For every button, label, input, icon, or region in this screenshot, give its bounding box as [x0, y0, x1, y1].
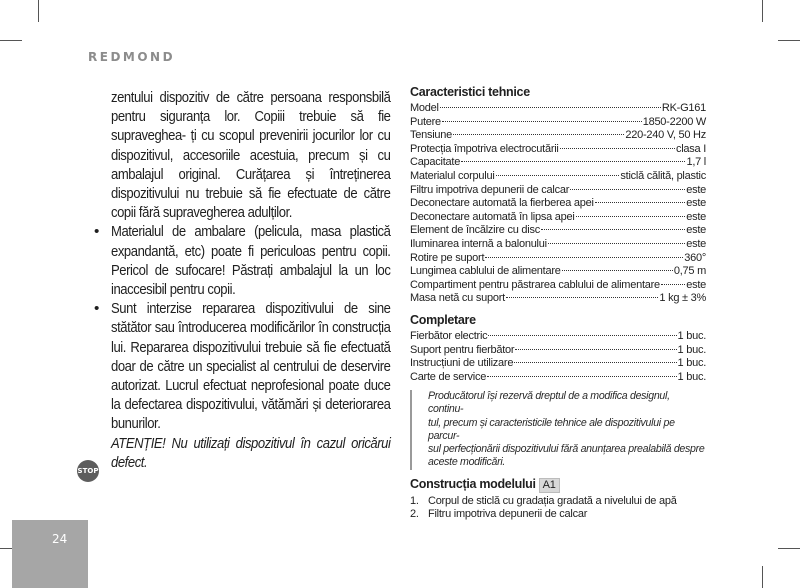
spec-label: Materialul corpului: [410, 169, 495, 182]
spec-label: Rotire pe suport: [410, 251, 485, 264]
spec-value: clasa I: [675, 142, 706, 155]
page-tab: [12, 520, 88, 588]
spec-row: [410, 265, 706, 279]
disclaimer-line: Producătorul își rezervă dreptul de a modifica designul, continu-: [428, 390, 670, 416]
spec-row: [410, 211, 706, 225]
dot-leader: [541, 229, 685, 230]
spec-value: 1,7 l: [686, 156, 706, 169]
dot-leader: [576, 216, 686, 217]
completeness-list: [410, 330, 706, 384]
dot-leader: [514, 362, 676, 363]
spec-label: Instrucțiuni de utilizare: [410, 357, 514, 370]
bullet-repair: [90, 299, 390, 433]
stop-icon: STOP: [77, 460, 99, 482]
spec-label: Putere: [410, 115, 441, 128]
disclaimer-line: tul, precum și caracteristicile tehnice ale dispozitivului pe parcur-: [428, 416, 675, 442]
item-text: Filtru impotriva depunerii de calcar: [428, 508, 588, 521]
spec-row: [410, 252, 706, 266]
spec-row: [410, 184, 706, 198]
spec-label: Suport pentru fierbător: [410, 343, 515, 356]
spec-value: 360°: [684, 251, 706, 264]
spec-row: [410, 116, 706, 130]
spec-row: [410, 156, 706, 170]
spec-row: [410, 129, 706, 143]
spec-label: Element de încălzire cu disc: [410, 224, 540, 237]
text-line: zentului dispozitiv de către persoana responsbilă: [111, 89, 391, 106]
dot-leader: [461, 161, 685, 162]
crop-mark: [778, 548, 800, 549]
dot-leader: [453, 134, 624, 135]
crop-mark: [38, 0, 39, 22]
spec-value: este: [686, 237, 706, 250]
item-number: 1.: [410, 494, 419, 507]
spec-value: sticlă călită, plastic: [620, 169, 706, 182]
spec-row: [410, 238, 706, 252]
spec-value: 0,75 m: [673, 265, 706, 278]
dot-leader: [487, 376, 676, 377]
spec-label: Model: [410, 102, 439, 114]
bullet-icon: •: [94, 223, 100, 241]
dot-leader: [661, 284, 685, 285]
specs-column: [410, 84, 706, 522]
dot-leader: [560, 148, 675, 149]
bullet-text: Materialul de ambalare (pelicula, masa plastică expandantă, etc) poate fi periculoas pentru copii. Pericol de sufocare! Păstrați ambalajul la un loc inaccesibil pentru copii.: [111, 223, 391, 299]
spec-label: Capacitate: [410, 156, 461, 169]
spec-row: [410, 170, 706, 184]
spec-row: [410, 371, 706, 385]
spec-value: este: [686, 183, 706, 196]
crop-mark: [762, 566, 763, 588]
brand-logo: REDMOND: [88, 50, 176, 64]
spec-label: Fierbător electric: [410, 329, 488, 342]
model-badge: A1: [539, 478, 560, 493]
dot-leader: [570, 189, 685, 190]
warning-text: ATENȚIE! Nu utilizați dispozitivul în cazul oricărui defect.: [111, 434, 391, 471]
dot-leader: [515, 349, 676, 350]
dot-leader: [496, 175, 620, 176]
crop-mark: [762, 0, 763, 22]
spec-label: Masa netă cu suport: [410, 292, 505, 305]
spec-row: [410, 292, 706, 306]
spec-label: Compartiment pentru păstrarea cablului de alimentare: [410, 278, 660, 291]
dot-leader: [485, 257, 683, 258]
spec-row: [410, 357, 706, 371]
spec-value: este: [686, 197, 706, 210]
dot-leader: [440, 107, 661, 108]
spec-label: Deconectare automată la fierberea apei: [410, 197, 594, 210]
dot-leader: [506, 297, 658, 298]
spec-value: 220-240 V, 50 Hz: [625, 129, 706, 142]
spec-row: [410, 197, 706, 211]
dot-leader: [595, 202, 685, 203]
spec-value: este: [686, 210, 706, 223]
disclaimer-line: sul perfecționării dispozitivului fără anunțarea prealabilă despre: [428, 443, 705, 456]
bullet-text: Sunt interzise repararea dispozitivului de sine stătător sau întroducerea modificărilor în construcția lui. Repararea dispozitivului trebuie să fie efectuată doar de către un specialist al centrului de deservire autorizat. Lucrul efectuat neprofesional poate duce la defectarea dispozitivului, vătămări și deteriorarea bunurilor.: [111, 300, 391, 433]
crop-mark: [778, 40, 800, 41]
spec-row: [410, 102, 706, 116]
text-line: ți cu scopul prevenirii jocurilor lor cu dispozitivul,: [111, 127, 391, 164]
item-text: Corpul de sticlă cu gradația gradată a nivelului de apă: [428, 494, 677, 507]
spec-label: Protecția împotriva electrocutării: [410, 142, 559, 155]
spec-row: [410, 330, 706, 344]
spec-value: 1 buc.: [677, 329, 706, 342]
text-line: efectuate de către copii fără supravegherea adulților.: [111, 185, 391, 222]
spec-row: [410, 344, 706, 358]
spec-label: Deconectare automată în lipsa apei: [410, 210, 575, 223]
spec-value: 1850-2200 W: [642, 115, 706, 128]
completeness-title: Completare: [410, 312, 476, 327]
spec-label: Lungimea cablului de alimentare: [410, 265, 561, 278]
spec-label: Tensiune: [410, 129, 453, 142]
construction-title: [410, 476, 706, 493]
safety-text-column: [90, 88, 390, 472]
intro-paragraph: [111, 88, 391, 222]
text-line: accesoriile acestuia, precum și cu ambalajul original.: [111, 146, 391, 183]
crop-mark: [0, 40, 22, 41]
dot-leader: [548, 243, 685, 244]
list-item: [410, 495, 706, 509]
spec-label: Filtru impotriva depunerii de calcar: [410, 183, 570, 196]
spec-row: [410, 279, 706, 293]
dot-leader: [562, 270, 673, 271]
spec-value: 1 buc.: [677, 343, 706, 356]
spec-row: [410, 224, 706, 238]
dot-leader: [442, 121, 642, 122]
text-line: pentru siguranța lor. Copiii trebuie să fie supraveghea-: [111, 108, 391, 145]
construction-title-text: Construcția modelului: [410, 476, 536, 491]
spec-value: este: [686, 278, 706, 291]
spec-value: 1 kg ± 3%: [659, 292, 706, 305]
spec-value: 1 buc.: [677, 370, 706, 383]
spec-row: [410, 143, 706, 157]
text-line: Curățarea și întreținerea dispozitivului nu trebuie să fie: [111, 165, 391, 203]
spec-label: Iluminarea internă a balonului: [410, 237, 547, 250]
spec-value: RK-G161: [661, 102, 706, 114]
bullet-icon: •: [94, 300, 100, 318]
spec-label: Carte de service: [410, 370, 487, 383]
specs-title: Caracteristici tehnice: [410, 85, 530, 99]
page-number: 24: [52, 532, 68, 546]
spec-value: 1 buc.: [677, 357, 706, 370]
bullet-packaging: [90, 222, 390, 299]
disclaimer: [410, 390, 706, 469]
spec-value: este: [686, 224, 706, 237]
dot-leader: [488, 335, 676, 336]
specs-list: [410, 102, 706, 306]
list-item: [410, 508, 706, 522]
item-number: 2.: [410, 508, 419, 521]
disclaimer-line: aceste modificări.: [428, 456, 506, 469]
